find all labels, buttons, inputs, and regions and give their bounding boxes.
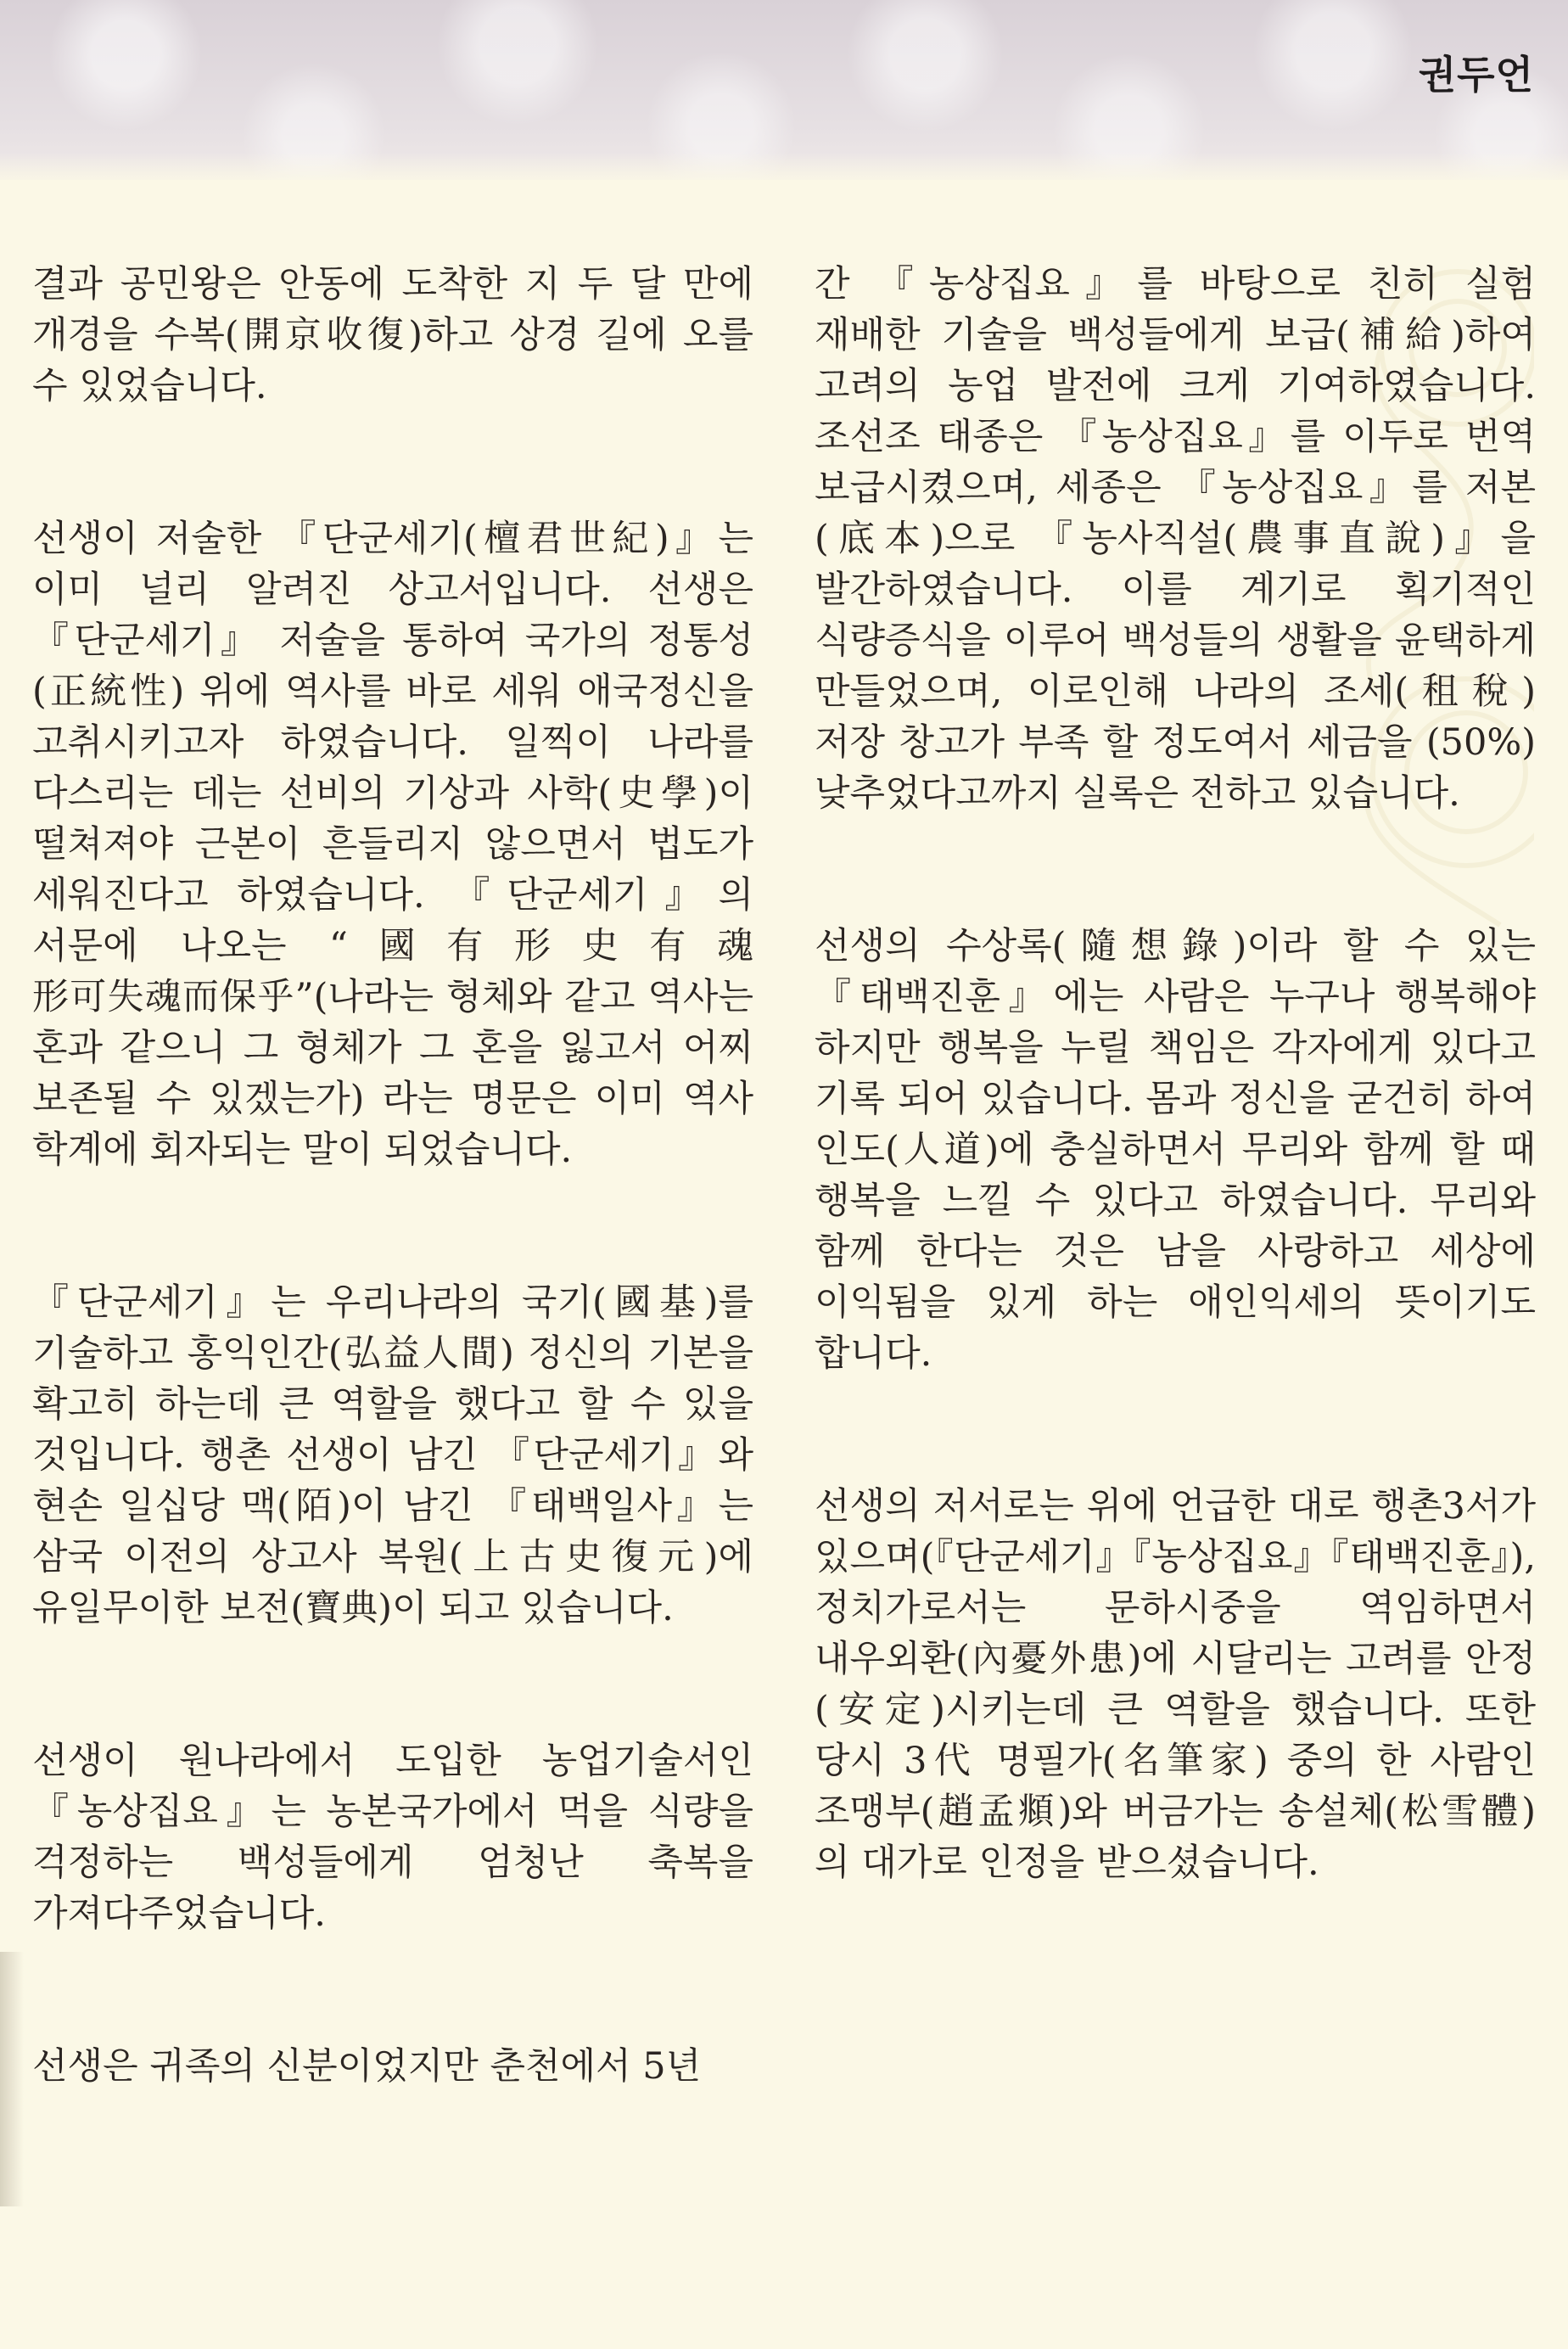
page-edge-shadow — [0, 1952, 24, 2206]
paragraph: 선생이 원나라에서 도입한 농업기술서인 『농상집요』는 농본국가에서 먹을 식량을 걱정하는 백성들에게 엄청난 축복을 가져다주었습니다. — [32, 1740, 753, 1935]
paragraph: 선생은 귀족의 신분이었지만 춘천에서 5년 — [32, 2045, 702, 2088]
paragraph: 결과 공민왕은 안동에 도착한 지 두 달 만에 개경을 수복(開京收復)하고 상경 길에 오를 수 있었습니다. — [32, 263, 753, 407]
paragraph: 선생의 저서로는 위에 언급한 대로 행촌3서가 있으며(『단군세기』『농상집요』『태백진훈』), 정치가로서는 문하시중을 역임하면서 내우외환(內憂外患)에 시달리는 고려를 안정(安定)시키는데 큰 역할을 했습니다. 또한 당시 3代 명필가(名筆家) 중의 한 사람인 조맹부(趙孟頫)와 버금가는 송설체(松雪體)의 대가로 인정을 받으셨습니다. — [815, 1485, 1536, 1884]
paragraph: 선생의 수상록(隨想錄)이라 할 수 있는 『태백진훈』에는 사람은 누구나 행복해야 하지만 행복을 누릴 책임은 각자에게 있다고 기록 되어 있습니다. 몸과 정신을 굳건히 하여 인도(人道)에 충실하면서 무리와 함께 할 때 행복을 느낄 수 있다고 하였습니다. 무리와 함께 한다는 것은 남을 사랑하고 세상에 이익됨을 있게 하는 애인익세의 뜻이기도 합니다. — [815, 925, 1536, 1375]
paragraph: 『단군세기』는 우리나라의 국기(國基)를 기술하고 홍익인간(弘益人間) 정신의 기본을 확고히 하는데 큰 역할을 했다고 할 수 있을 것입니다. 행촌 선생이 남긴 『단군세기』와 현손 일십당 맥(陌)이 남긴 『태백일사』는 삼국 이전의 상고사 복원(上古史復元)에 유일무이한 보전(寶典)이 되고 있습니다. — [32, 1281, 753, 1629]
right-column — [815, 259, 1536, 1990]
section-title: 권두언 — [1418, 52, 1534, 98]
paragraph: 선생이 저술한 『단군세기(檀君世紀)』는 이미 널리 알려진 상고서입니다. 선생은 『단군세기』 저술을 통하여 국가의 정통성(正統性) 위에 역사를 바로 세워 애국정신을 고취시키고자 하였습니다. 일찍이 나라를 다스리는 데는 선비의 기상과 사학(史學)이 떨쳐져야 근본이 흔들리지 않으면서 법도가 세워진다고 하였습니다. 『단군세기』의 서문에 나오는 “國有形史有魂 形可失魂而保乎”(나라는 형체와 같고 역사는 혼과 같으니 그 형체가 그 혼을 잃고서 어찌 보존될 수 있겠는가) 라는 명문은 이미 역사 학계에 회자되는 말이 되었습니다. — [32, 518, 753, 1171]
paragraph: 간 『농상집요』를 바탕으로 친히 실험 재배한 기술을 백성들에게 보급(補給)하여 고려의 농업 발전에 크게 기여하였습니다. 조선조 태종은 『농상집요』를 이두로 번역 보급시켰으며, 세종은 『농상집요』를 저본(底本)으로 『농사직설(農事直說)』을 발간하였습니다. 이를 계기로 획기적인 식량증식을 이루어 백성들의 생활을 윤택하게 만들었으며, 이로인해 나라의 조세(租稅) 저장 창고가 부족 할 정도여서 세금을 (50%) 낮추었다고까지 실록은 전하고 있습니다. — [815, 263, 1536, 815]
left-column — [32, 259, 753, 2194]
header-fade — [0, 153, 1568, 187]
